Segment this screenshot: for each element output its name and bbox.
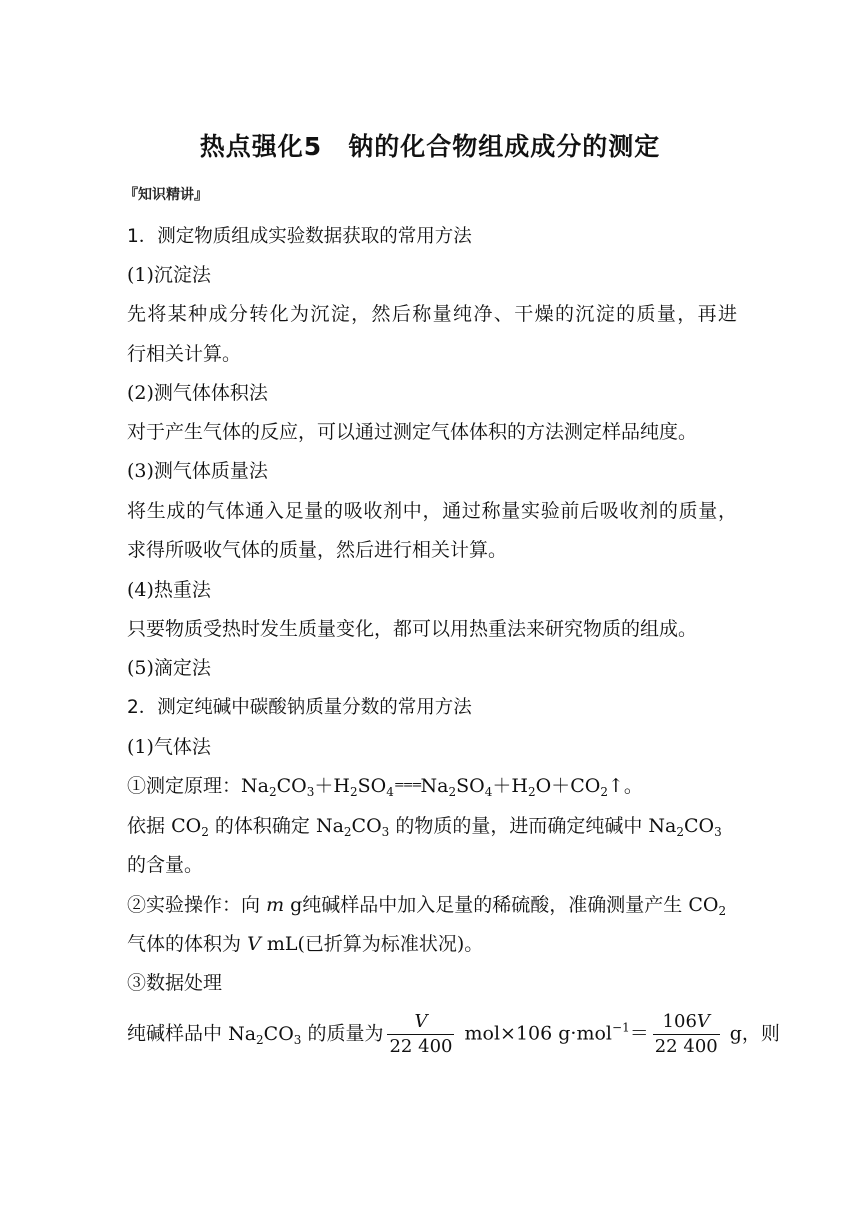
step-title-data-processing: ③数据处理: [127, 972, 223, 994]
gas-arrow-icon: ↑: [607, 775, 624, 797]
formula-na2co3: $Na_2CO_3$: [315, 815, 390, 839]
paragraph-line: 气体的体积为 V mL(已折算为标准状况)。: [127, 933, 484, 955]
formula-na2co3: $Na_2CO_3$: [228, 1022, 302, 1047]
paragraph-line: 将生成的气体通入足量的吸收剂中，通过称量实验前后吸收剂的质量，: [127, 500, 737, 522]
paragraph-line: 只要物质受热时发生质量变化，都可以用热重法来研究物质的组成。: [127, 618, 698, 640]
reaction-equals-sign: ===: [393, 778, 421, 793]
paragraph-line: 依据 $CO_2$ 的体积确定 $Na_2CO_3$ 的物质的量，进而确定纯碱中 $Na_2CO_3$: [127, 815, 722, 839]
formula-h2o: $H_2O$: [511, 775, 552, 799]
method-title-gas-volume: (2)测气体体积法: [127, 382, 268, 404]
formula-co2: $CO_2$: [570, 775, 608, 799]
formula-na2so4: $Na_2SO_4$: [420, 775, 493, 799]
variable-m: m: [266, 894, 285, 916]
paragraph-line: 先将某种成分转化为沉淀，然后称量纯净、干燥的沉淀的质量，再进: [127, 303, 737, 325]
paragraph-line: 对于产生气体的反应，可以通过测定气体体积的方法测定样品纯度。: [127, 421, 698, 443]
formula-na2co3: $Na_2CO_3$: [241, 775, 315, 799]
fraction-106v-over-22400: $\frac{106V}{22 400}$: [654, 1011, 718, 1057]
reaction-equation-line: ①测定原理：$Na_2CO_3+H_2SO_4===Na_2SO_4+H_2O+CO_2↑$。: [127, 775, 643, 799]
fraction-v-over-22400: $\frac{V}{22 400}$: [389, 1011, 453, 1057]
paragraph-line: ②实验操作：向 m g纯碱样品中加入足量的稀硫酸，准确测量产生 $CO_2$: [127, 894, 727, 918]
formula-co2: $CO_2$: [688, 894, 727, 918]
method-title-thermogravimetry: (4)热重法: [127, 579, 211, 601]
method-title-titration: (5)滴定法: [127, 657, 211, 679]
formula-na2co3: $Na_2CO_3$: [648, 815, 722, 839]
paragraph-line: 求得所吸收气体的质量，然后进行相关计算。: [127, 539, 508, 561]
formula-h2so4: $H_2SO_4$: [333, 775, 394, 799]
section-heading-2: 2．测定纯碱中碳酸钠质量分数的常用方法: [127, 697, 472, 718]
page-title: 热点强化5 钠的化合物组成成分的测定: [199, 132, 661, 161]
variable-v: V: [247, 933, 261, 955]
formula-co2: $CO_2$: [171, 815, 209, 839]
method-title-gas-mass: (3)测气体质量法: [127, 460, 268, 482]
calculation-line: 纯碱样品中 $Na_2CO_3$ 的质量为 $\frac{V}{22 400}$ mol×106 g·mol$^{-1}$＝ $\frac{106V}{22 400}$ g，则: [127, 1011, 780, 1057]
method-title-gas: (1)气体法: [127, 736, 211, 758]
section-badge: 『知识精讲』: [124, 187, 208, 203]
section-heading-1: 1．测定物质组成实验数据获取的常用方法: [127, 226, 472, 247]
method-title-precipitation: (1)沉淀法: [127, 264, 211, 286]
paragraph-line: 的含量。: [127, 854, 204, 876]
paragraph-line: 行相关计算。: [127, 343, 242, 365]
